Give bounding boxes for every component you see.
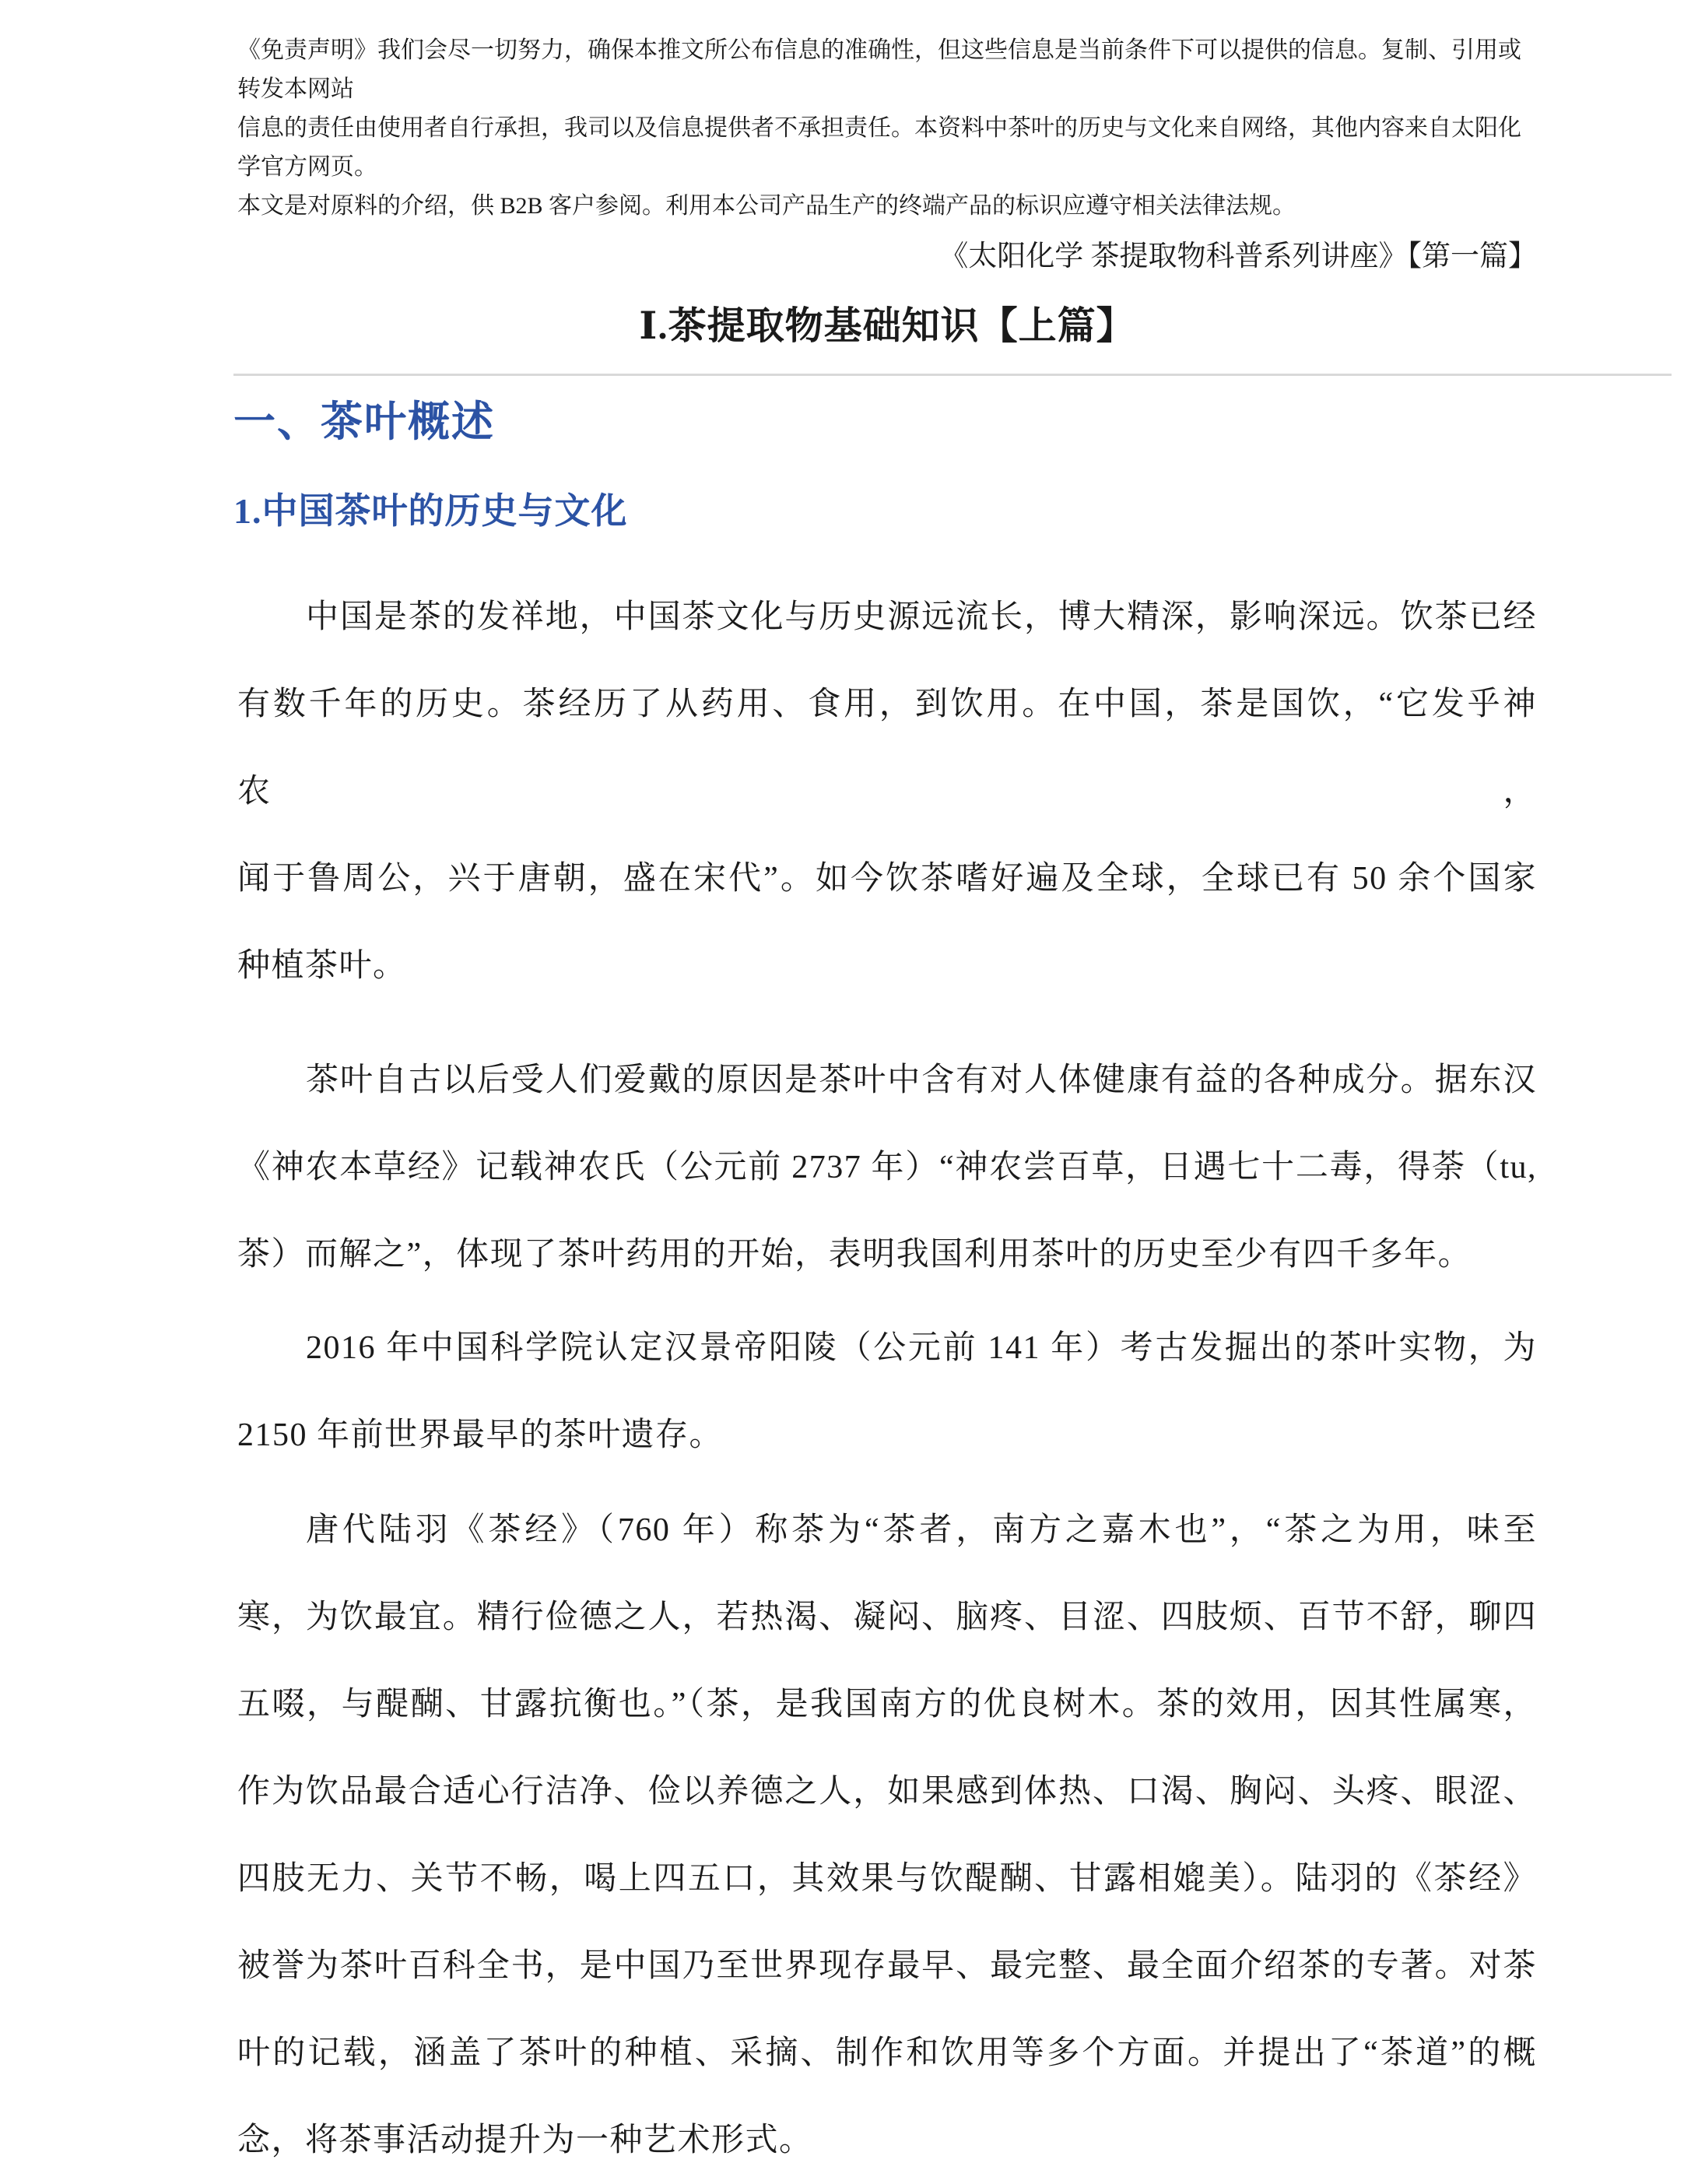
- body-paragraph: [237, 1037, 1537, 1298]
- body-text: [237, 574, 1537, 2184]
- text-line: 唐代陆羽《茶经》（760 年）称茶为“茶者，南方之嘉木也”，“茶之为用，味至: [306, 1512, 1537, 1548]
- text-line: 中国是茶的发祥地，中国茶文化与历史源远流长，博大精深，影响深远。饮茶已经: [306, 599, 1537, 635]
- text-line: 念，将茶事活动提升为一种艺术形式。: [237, 2123, 813, 2158]
- disclaimer-line: 本文是对原料的介绍，供 B2B 客户参阅。利用本公司产品生产的终端产品的标识应遵守相关法律法规。: [237, 193, 1296, 219]
- sub-heading: 1.中国茶叶的历史与文化: [233, 491, 628, 531]
- disclaimer-block: [237, 31, 1537, 226]
- text-line: 有数千年的历史。茶经历了从药用、食用，到饮用。在中国，茶是国饮，“它发乎神农，: [237, 686, 1537, 809]
- text-line: 茶叶自古以后受人们爱戴的原因是茶叶中含有对人体健康有益的各种成分。据东汉: [306, 1062, 1537, 1098]
- body-paragraph: [237, 1487, 1537, 2184]
- text-line: 四肢无力、关节不畅，喝上四五口，其效果与饮醍醐、甘露相媲美）。陆羽的《茶经》: [237, 1861, 1537, 1897]
- section-heading: 一、茶叶概述: [233, 399, 495, 445]
- text-line: 寒，为饮最宜。精行俭德之人，若热渴、凝闷、脑疼、目涩、四肢烦、百节不舒，聊四: [237, 1599, 1537, 1635]
- body-paragraph: [237, 574, 1537, 1009]
- disclaimer-line: 《免责声明》我们会尽一切努力，确保本推文所公布信息的准确性，但这些信息是当前条件下可以提供的信息。复制、引用或转发本网站: [237, 37, 1521, 102]
- title-divider-rule: [233, 374, 1672, 376]
- disclaimer-line: 信息的责任由使用者自行承担，我司以及信息提供者不承担责任。本资料中茶叶的历史与文化来自网络，其他内容来自太阳化学官方网页。: [237, 115, 1521, 180]
- text-line: 闻于鲁周公，兴于唐朝，盛在宋代”。如今饮茶嗜好遍及全球，全球已有 50 余个国家: [237, 861, 1537, 897]
- text-line: 2150 年前世界最早的茶叶遗存。: [237, 1417, 724, 1453]
- text-line: 五啜，与醍醐、甘露抗衡也。”（茶，是我国南方的优良树木。茶的效用，因其性属寒，: [237, 1687, 1537, 1722]
- page-title: Ⅰ.茶提取物基础知识【上篇】: [639, 304, 1135, 347]
- text-line: 2016 年中国科学院认定汉景帝阳陵（公元前 141 年）考古发掘出的茶叶实物，为: [306, 1330, 1537, 1366]
- text-line: 被誉为茶叶百科全书，是中国乃至世界现存最早、最完整、最全面介绍茶的专著。对茶: [237, 1948, 1537, 1984]
- text-line: 作为饮品最合适心行洁净、俭以养德之人，如果感到体热、口渴、胸闷、头疼、眼涩、: [237, 1774, 1537, 1810]
- body-paragraph: [237, 1304, 1537, 1479]
- text-line: 叶的记载，涵盖了茶叶的种植、采摘、制作和饮用等多个方面。并提出了“茶道”的概: [237, 2035, 1537, 2071]
- text-line: 《神农本草经》记载神农氏（公元前 2737 年）“神农尝百草，日遇七十二毒，得荼（tu,: [237, 1150, 1537, 1185]
- text-line: 种植茶叶。: [237, 948, 407, 984]
- text-line: 茶）而解之”，体现了茶叶药用的开始，表明我国利用茶叶的历史至少有四千多年。: [237, 1237, 1472, 1273]
- series-title: 《太阳化学 茶提取物科普系列讲座》【第一篇】: [939, 241, 1537, 272]
